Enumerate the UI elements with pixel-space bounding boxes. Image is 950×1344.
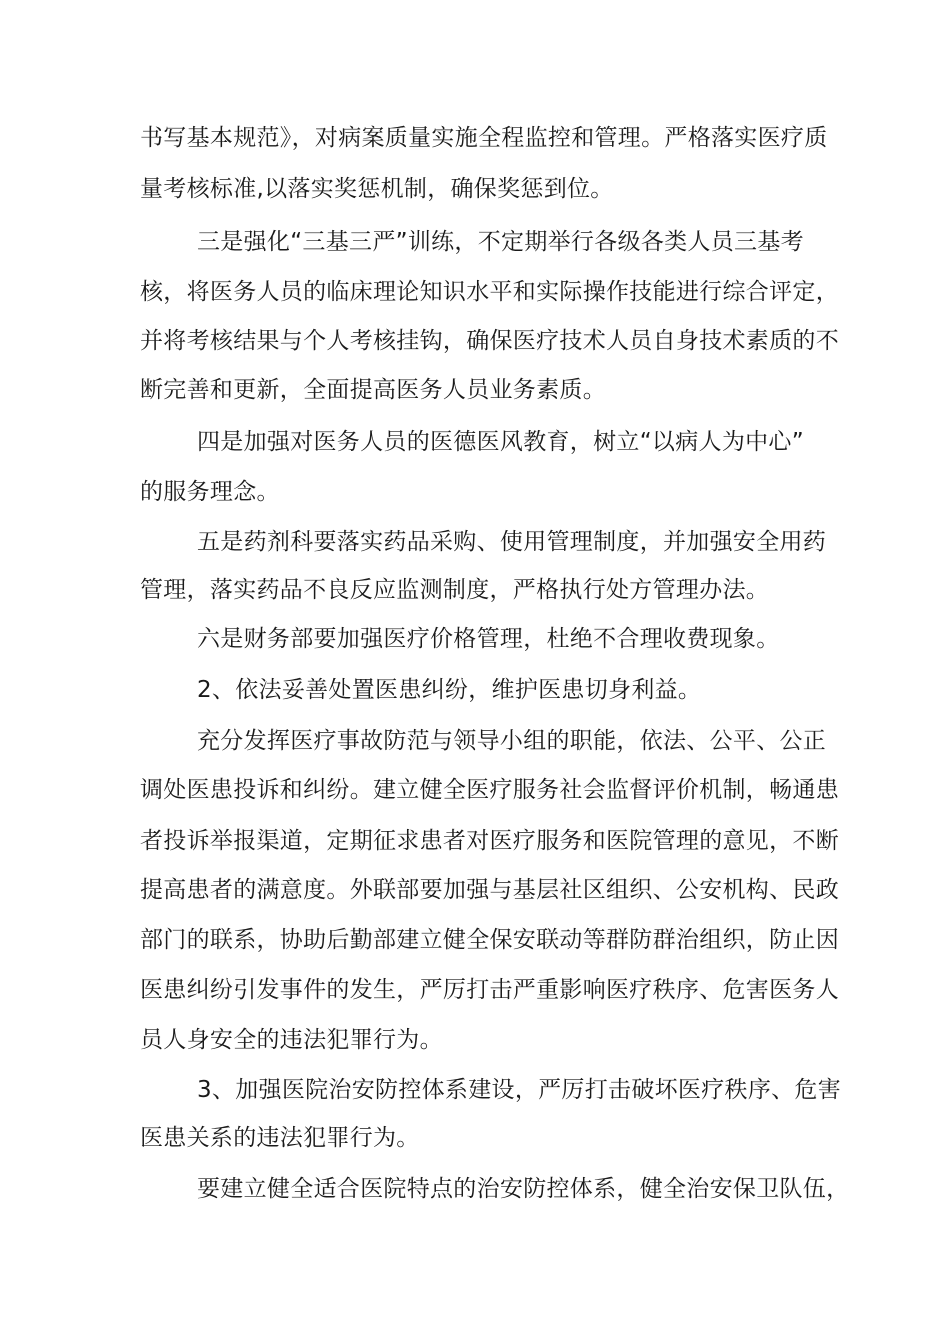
text-line: 六是财务部要加强医疗价格管理，杜绝不合理收费现象。	[197, 626, 780, 652]
text-line: 量考核标准,以落实奖惩机制，确保奖惩到位。	[140, 176, 614, 202]
text-line: 要建立健全适合医院特点的治安防控体系，健全治安保卫队伍，	[197, 1176, 850, 1202]
text-line: 提高患者的满意度。外联部要加强与基层社区组织、公安机构、民政	[140, 877, 839, 903]
text-line: 者投诉举报渠道，定期征求患者对医疗服务和医院管理的意见，不断	[140, 828, 839, 854]
text-line: 3、加强医院治安防控体系建设，严厉打击破坏医疗秩序、危害	[197, 1077, 842, 1103]
text-line: 管理，落实药品不良反应监测制度，严格执行处方管理办法。	[140, 577, 770, 603]
text-line: 调处医患投诉和纠纷。建立健全医疗服务社会监督评价机制，畅通患	[140, 777, 839, 803]
text-line: 核，将医务人员的临床理论知识水平和实际操作技能进行综合评定，	[140, 279, 839, 305]
text-line: 断完善和更新，全面提高医务人员业务素质。	[140, 377, 606, 403]
text-line: 书写基本规范》，对病案质量实施全程监控和管理。严格落实医疗质	[140, 125, 828, 151]
text-line: 2、依法妥善处置医患纠纷，维护医患切身利益。	[197, 677, 702, 703]
text-line: 充分发挥医疗事故防范与领导小组的职能，依法、公平、公正	[197, 728, 827, 754]
text-line: 五是药剂科要落实药品采购、使用管理制度，并加强安全用药	[197, 529, 827, 555]
text-line: 员人身安全的违法犯罪行为。	[140, 1027, 443, 1053]
text-line: 医患关系的违法犯罪行为。	[140, 1125, 420, 1151]
text-line: 并将考核结果与个人考核挂钩，确保医疗技术人员自身技术素质的不	[140, 328, 839, 354]
text-line: 的服务理念。	[140, 479, 280, 505]
text-line: 四是加强对医务人员的医德医风教育，树立“以病人为中心”	[197, 429, 804, 455]
text-line: 部门的联系，协助后勤部建立健全保安联动等群防群治组织，防止因	[140, 927, 839, 953]
text-line: 医患纠纷引发事件的发生，严厉打击严重影响医疗秩序、危害医务人	[140, 977, 839, 1003]
text-line: 三是强化“三基三严”训练，不定期举行各级各类人员三基考	[197, 229, 804, 255]
